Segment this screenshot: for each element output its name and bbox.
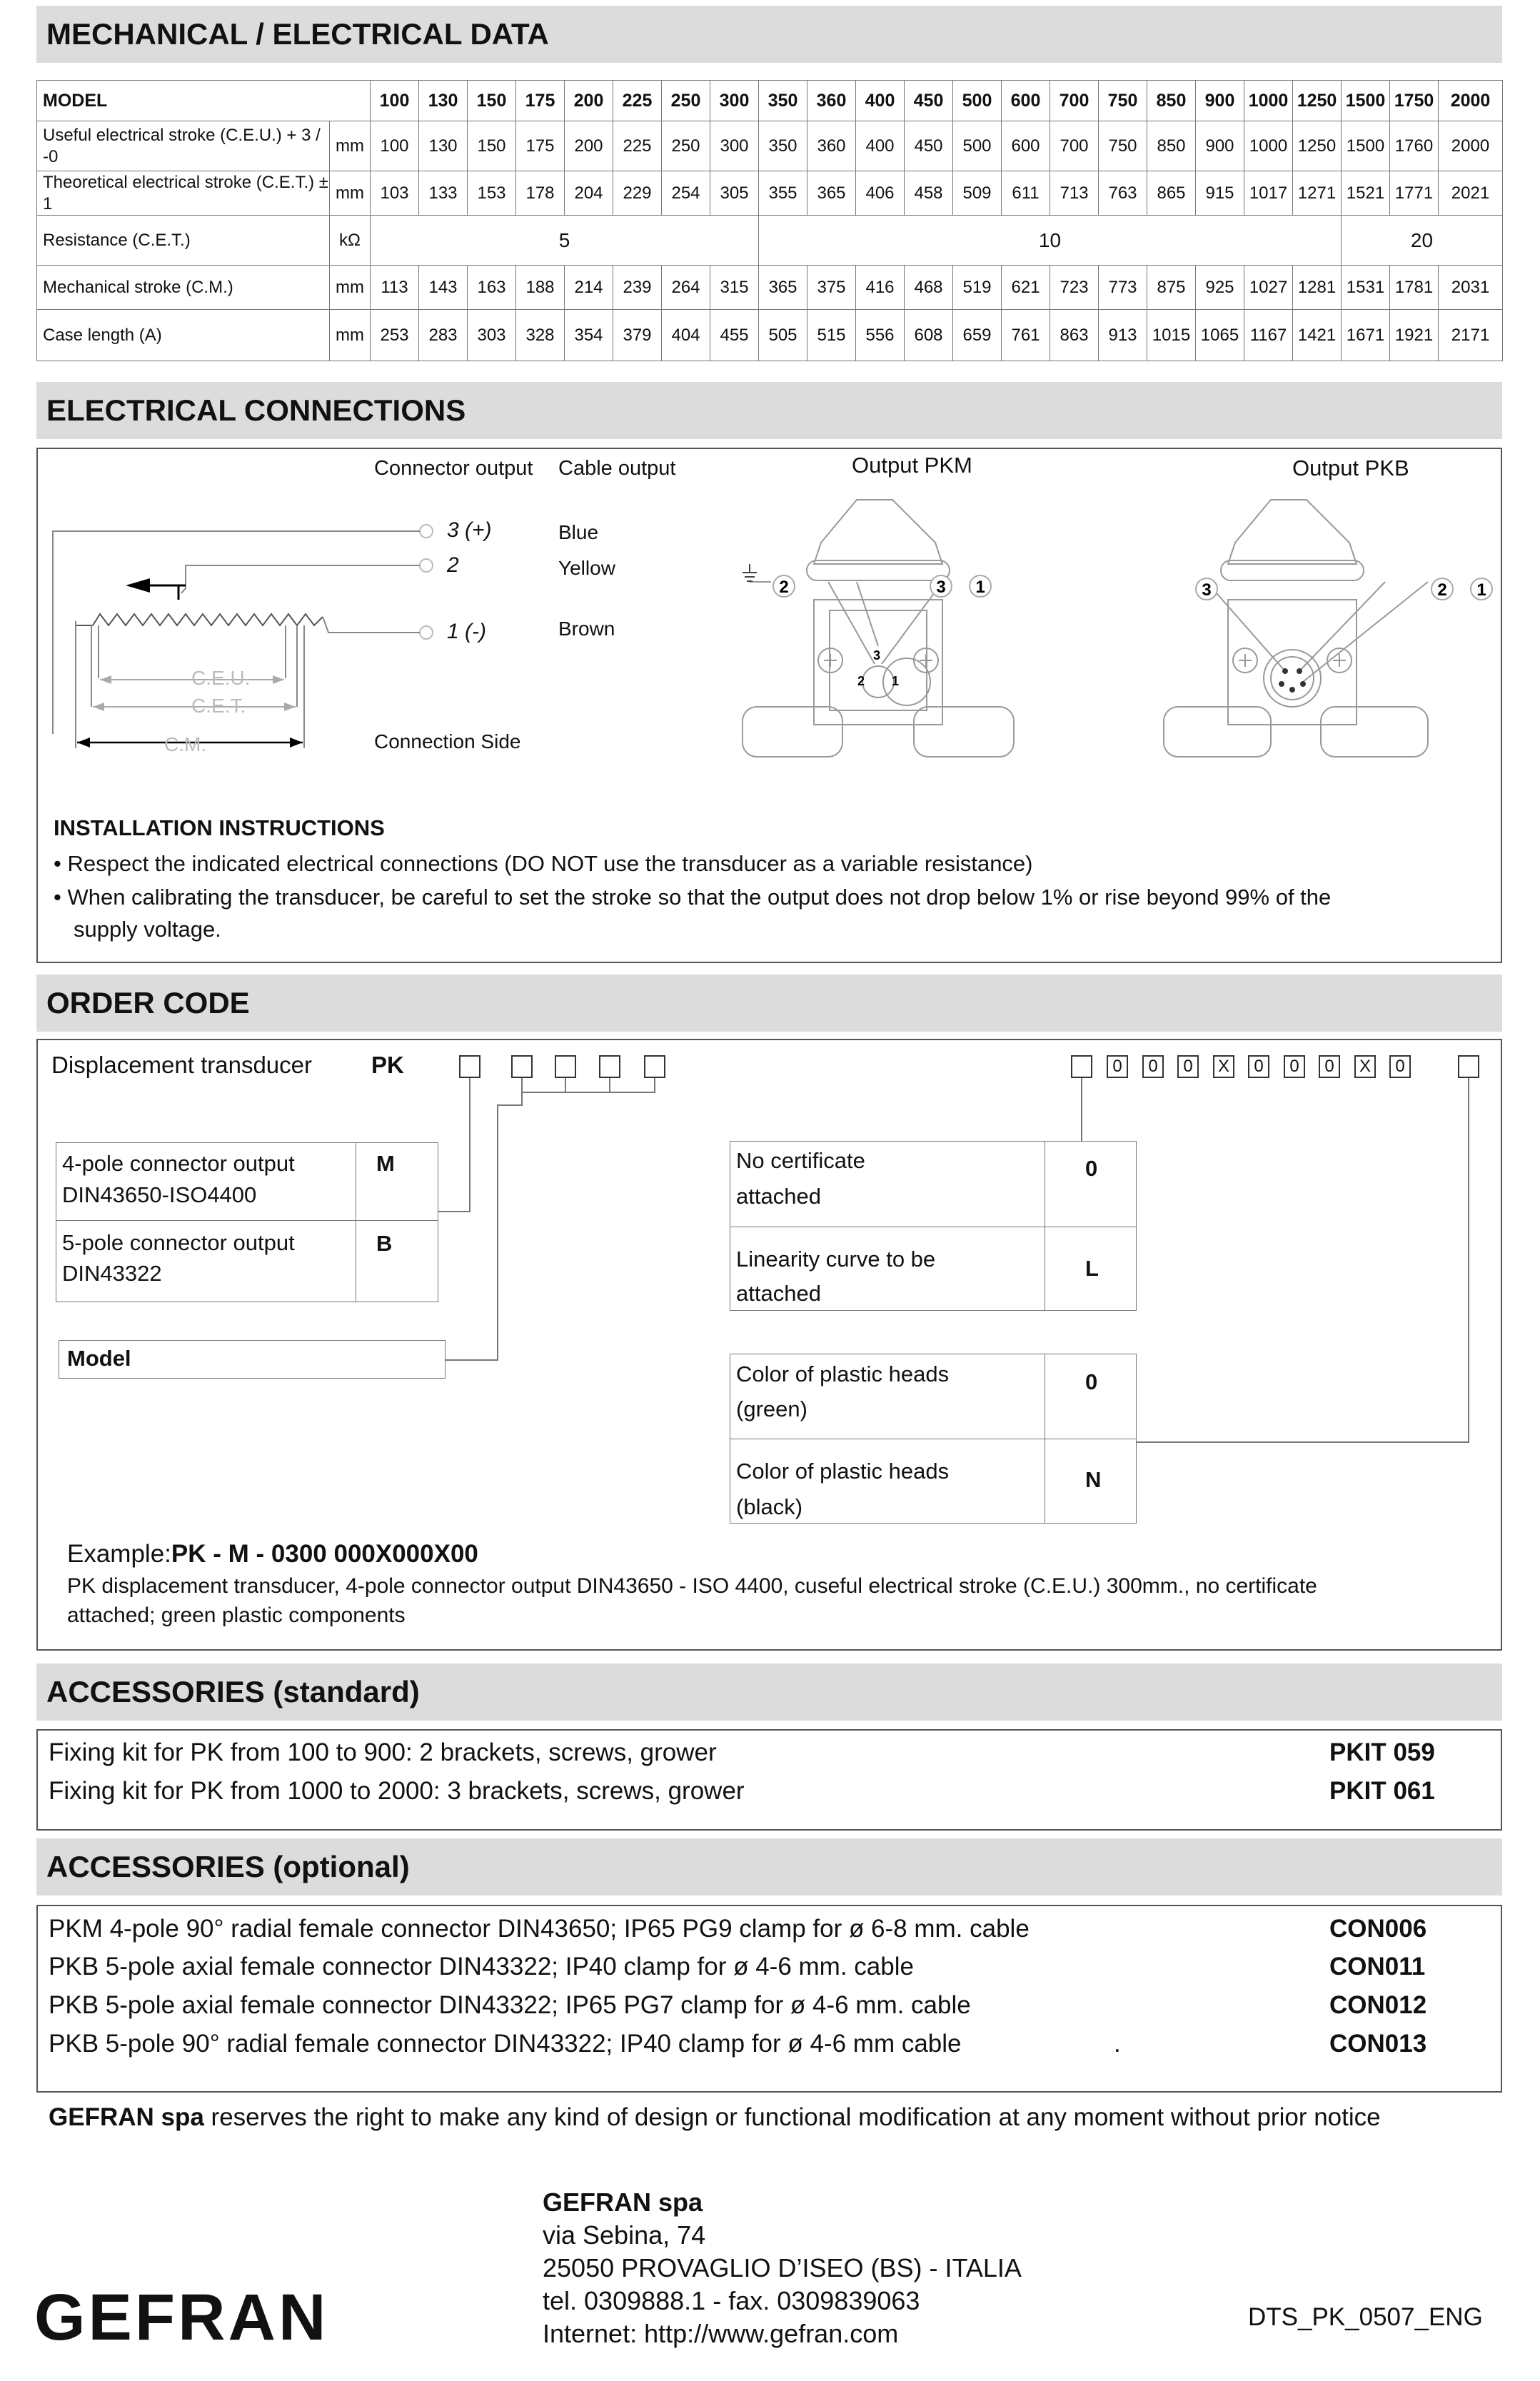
table-cell: 130 [419,121,468,171]
accessory-standard-2-code: PKIT 061 [1329,1777,1435,1805]
table-cell: 300 [710,121,759,171]
cable-color-blue: Blue [558,521,599,543]
table-cell: 253 [371,310,419,361]
ceu-label: C.E.U. [191,667,251,689]
table-cell: 515 [807,310,856,361]
fixed-code-box: 0 [1142,1055,1164,1078]
model-header-cell: 600 [1002,81,1050,121]
table-cell: 1000 [1244,121,1293,171]
table-cell: 113 [371,266,419,310]
row-label: Case length (A) [37,310,330,361]
connector-b-line2: DIN43322 [62,1261,162,1286]
model-header-cell: 300 [710,81,759,121]
table-cell: 283 [419,310,468,361]
resistance-cell: 5 [371,216,759,266]
table-cell: 143 [419,266,468,310]
certificate-none-code: 0 [1085,1156,1098,1181]
table-cell: 254 [662,171,710,216]
table-cell: 1281 [1293,266,1342,310]
table-cell: 379 [613,310,662,361]
accessory-optional-4-dot: . [1114,2030,1121,2058]
certificate-none-line2: attached [736,1184,821,1209]
color-green-line2: (green) [736,1396,807,1421]
order-prefix: PK [371,1052,404,1078]
table-cell: 900 [1196,121,1244,171]
cm-label: C.M. [164,733,207,755]
row-label: Mechanical stroke (C.M.) [37,266,330,310]
table-cell: 875 [1147,266,1196,310]
connector-m-line2: DIN43650-ISO4400 [62,1182,257,1207]
table-cell: 925 [1196,266,1244,310]
table-cell: 913 [1099,310,1147,361]
table-cell: 103 [371,171,419,216]
table-cell: 2031 [1439,266,1503,310]
table-cell: 188 [516,266,565,310]
model-header-cell: 1500 [1342,81,1390,121]
gefran-logo: GEFRAN [34,2281,329,2354]
model-header-cell: 2000 [1439,81,1503,121]
table-cell: 200 [565,121,613,171]
table-cell: 214 [565,266,613,310]
table-cell: 659 [953,310,1002,361]
table-cell: 365 [759,266,807,310]
table-cell: 1421 [1293,310,1342,361]
table-cell: 354 [565,310,613,361]
connector-options-divider [56,1220,438,1221]
table-cell: 204 [565,171,613,216]
model-header-cell: 400 [856,81,905,121]
table-cell: 163 [468,266,516,310]
model-header-cell: 700 [1050,81,1099,121]
table-cell: 773 [1099,266,1147,310]
model-header-cell: 360 [807,81,856,121]
model-header-cell: 350 [759,81,807,121]
table-cell: 455 [710,310,759,361]
model-header-label: MODEL [37,81,371,121]
pkb-pin2-label: 2 [1437,580,1447,600]
accessory-standard-2-desc: Fixing kit for PK from 1000 to 2000: 3 brackets, screws, grower [49,1777,745,1805]
connection-side-label: Connection Side [374,730,521,752]
model-header-cell: 130 [419,81,468,121]
cet-label: C.E.T. [191,695,246,717]
output-pkm-label: Output PKM [852,453,972,478]
connector-m-line1: 4-pole connector output [62,1151,295,1176]
table-cell: 763 [1099,171,1147,216]
table-cell: 458 [905,171,953,216]
color-black-code: N [1085,1467,1102,1492]
installation-title: INSTALLATION INSTRUCTIONS [54,815,385,840]
table-cell: 1017 [1244,171,1293,216]
table-cell: 700 [1050,121,1099,171]
table-cell: 1271 [1293,171,1342,216]
table-cell: 133 [419,171,468,216]
model-header-cell: 250 [662,81,710,121]
table-cell: 505 [759,310,807,361]
model-header-cell: 1750 [1390,81,1439,121]
table-cell: 468 [905,266,953,310]
pkm-inner-3: 3 [872,648,881,663]
table-cell: 305 [710,171,759,216]
table-cell: 1760 [1390,121,1439,171]
table-cell: 350 [759,121,807,171]
table-cell: 750 [1099,121,1147,171]
model-header-cell: 1000 [1244,81,1293,121]
footer-company: GEFRAN spa [543,2188,703,2217]
table-cell: 315 [710,266,759,310]
table-cell: 1015 [1147,310,1196,361]
accessory-optional-2-desc: PKB 5-pole axial female connector DIN43322; IP40 clamp for ø 4-6 mm. cable [49,1953,914,1980]
section-title-accessories-standard: ACCESSORIES (standard) [36,1663,1502,1721]
table-cell: 250 [662,121,710,171]
table-cell: 509 [953,171,1002,216]
table-cell: 1167 [1244,310,1293,361]
fixed-code-box: X [1354,1055,1376,1078]
section-title-order: ORDER CODE [36,975,1502,1032]
cable-color-brown: Brown [558,618,615,640]
model-label: Model [67,1346,131,1371]
table-cell: 416 [856,266,905,310]
connector-output-label: Connector output [374,457,533,480]
installation-item-2-cont: supply voltage. [74,917,221,942]
model-header-cell: 450 [905,81,953,121]
footer-phone-fax: tel. 0309888.1 - fax. 0309839063 [543,2286,920,2315]
model-header-cell: 150 [468,81,516,121]
pkb-pin1-label: 1 [1476,580,1486,600]
table-cell: 375 [807,266,856,310]
color-green-code: 0 [1085,1369,1098,1394]
table-cell: 2000 [1439,121,1503,171]
table-cell: 1500 [1342,121,1390,171]
installation-item-1: • Respect the indicated electrical connections (DO NOT use the transducer as a variable resistance) [54,851,1033,876]
table-cell: 153 [468,171,516,216]
model-header-cell: 200 [565,81,613,121]
accessory-standard-1-desc: Fixing kit for PK from 100 to 900: 2 brackets, screws, grower [49,1738,717,1766]
row-unit: mm [330,266,371,310]
table-cell: 264 [662,266,710,310]
order-example [67,1540,478,1569]
table-cell: 761 [1002,310,1050,361]
connector-m-code: M [376,1151,395,1176]
row-unit: mm [330,171,371,216]
section-title-mechanical: MECHANICAL / ELECTRICAL DATA [36,6,1502,63]
connector-b-code: B [376,1231,393,1256]
example-label: Example: [67,1540,171,1568]
certificate-none-line1: No certificate [736,1148,865,1173]
table-cell: 1781 [1390,266,1439,310]
table-cell: 360 [807,121,856,171]
pkb-pin3-label: 3 [1202,580,1212,600]
table-cell: 611 [1002,171,1050,216]
row-label: Useful electrical stroke (C.E.U.) + 3 / -0 [37,121,330,171]
table-cell: 723 [1050,266,1099,310]
accessory-optional-1-desc: PKM 4-pole 90° radial female connector DIN43650; IP65 PG9 clamp for ø 6-8 mm. cable [49,1915,1030,1943]
table-cell: 1250 [1293,121,1342,171]
accessory-standard-1-code: PKIT 059 [1329,1738,1435,1766]
table-cell: 600 [1002,121,1050,171]
fixed-code-box: 0 [1177,1055,1199,1078]
table-cell: 404 [662,310,710,361]
table-cell: 178 [516,171,565,216]
model-header-cell: 500 [953,81,1002,121]
accessory-optional-4-code: CON013 [1329,2030,1427,2058]
color-black-line2: (black) [736,1494,803,1519]
footer-address-2: 25050 PROVAGLIO D’ISEO (BS) - ITALIA [543,2253,1022,2282]
table-cell: 865 [1147,171,1196,216]
model-header-cell: 850 [1147,81,1196,121]
installation-item-2: • When calibrating the transducer, be careful to set the stroke so that the output does not drop below 1% or rise beyond 99% of the [54,885,1332,910]
row-unit: mm [330,121,371,171]
fixed-code-box: 0 [1319,1055,1340,1078]
pkm-inner-1: 1 [891,674,900,688]
table-cell: 2021 [1439,171,1503,216]
resistance-cell: 20 [1342,216,1503,266]
pkm-pin3-label: 3 [936,578,946,597]
section-title-accessories-optional: ACCESSORIES (optional) [36,1838,1502,1896]
accessory-optional-3-code: CON012 [1329,1991,1427,2019]
row-label: Resistance (C.E.T.) [37,216,330,266]
row-unit: kΩ [330,216,371,266]
accessory-optional-1-code: CON006 [1329,1915,1427,1943]
table-cell: 100 [371,121,419,171]
model-header-cell: 225 [613,81,662,121]
connector-b-line1: 5-pole connector output [62,1230,295,1255]
table-cell: 556 [856,310,905,361]
footer-address-1: via Sebina, 74 [543,2220,706,2250]
pkm-inner-2: 2 [857,674,865,688]
table-cell: 225 [613,121,662,171]
example-code: PK - M - 0300 000X000X00 [171,1540,478,1568]
color-black-line1: Color of plastic heads [736,1459,950,1484]
resistance-cell: 10 [759,216,1342,266]
model-header-cell: 750 [1099,81,1147,121]
table-cell: 519 [953,266,1002,310]
example-description-2: attached; green plastic components [67,1604,406,1627]
cable-color-yellow: Yellow [558,557,615,579]
table-cell: 355 [759,171,807,216]
table-cell: 1531 [1342,266,1390,310]
section-title-electrical: ELECTRICAL CONNECTIONS [36,382,1502,439]
model-header-cell: 175 [516,81,565,121]
output-pkb-label: Output PKB [1292,455,1409,480]
model-header-cell: 900 [1196,81,1244,121]
table-cell: 863 [1050,310,1099,361]
table-cell: 2171 [1439,310,1503,361]
table-cell: 150 [468,121,516,171]
pin-1-label: 1 (-) [447,620,486,643]
table-cell: 621 [1002,266,1050,310]
table-cell: 1671 [1342,310,1390,361]
model-header-cell: 100 [371,81,419,121]
table-cell: 1771 [1390,171,1439,216]
table-cell: 850 [1147,121,1196,171]
table-cell: 915 [1196,171,1244,216]
table-cell: 500 [953,121,1002,171]
table-cell: 608 [905,310,953,361]
fixed-code-box: 0 [1389,1055,1411,1078]
model-header-cell: 1250 [1293,81,1342,121]
table-cell: 406 [856,171,905,216]
pkm-pin2-label: 2 [779,578,789,597]
row-unit: mm [330,310,371,361]
fixed-code-box: 0 [1248,1055,1269,1078]
fixed-code-box: X [1213,1055,1234,1078]
modification-notice [49,2103,1381,2132]
accessory-optional-3-desc: PKB 5-pole axial female connector DIN43322; IP65 PG7 clamp for ø 4-6 mm. cable [49,1991,971,2019]
certificate-linearity-line1: Linearity curve to be [736,1247,936,1272]
example-description-1: PK displacement transducer, 4-pole connector output DIN43650 - ISO 4400, cuseful electrical stroke (C.E.U.) 300mm., no certificate [67,1574,1317,1598]
table-cell: 365 [807,171,856,216]
table-cell: 239 [613,266,662,310]
row-label: Theoretical electrical stroke (C.E.T.) ± 1 [37,171,330,216]
accessory-optional-4-desc: PKB 5-pole 90° radial female connector DIN43322; IP40 clamp for ø 4-6 mm cable [49,2030,962,2058]
table-cell: 229 [613,171,662,216]
pkm-pin1-label: 1 [975,578,985,597]
document-code: DTS_PK_0507_ENG [1248,2303,1483,2331]
table-cell: 400 [856,121,905,171]
footer-website[interactable]: Internet: http://www.gefran.com [543,2319,899,2348]
accessory-optional-2-code: CON011 [1329,1953,1426,1980]
certificate-linearity-code: L [1085,1256,1099,1281]
order-device-label: Displacement transducer [51,1052,312,1078]
fixed-code-box: 0 [1107,1055,1128,1078]
fixed-code-box: 0 [1284,1055,1305,1078]
table-cell: 1027 [1244,266,1293,310]
table-cell: 303 [468,310,516,361]
table-cell: 1921 [1390,310,1439,361]
pin-3-label: 3 (+) [447,518,492,542]
certificate-linearity-line2: attached [736,1281,821,1306]
notice-company: GEFRAN spa [49,2103,204,2131]
cable-output-label: Cable output [558,457,676,480]
table-cell: 1065 [1196,310,1244,361]
table-cell: 175 [516,121,565,171]
pin-2-label: 2 [447,553,459,577]
table-cell: 713 [1050,171,1099,216]
color-green-line1: Color of plastic heads [736,1361,950,1386]
table-cell: 1521 [1342,171,1390,216]
notice-text: reserves the right to make any kind of design or functional modification at any moment without prior notice [203,2103,1381,2131]
table-cell: 450 [905,121,953,171]
table-cell: 328 [516,310,565,361]
